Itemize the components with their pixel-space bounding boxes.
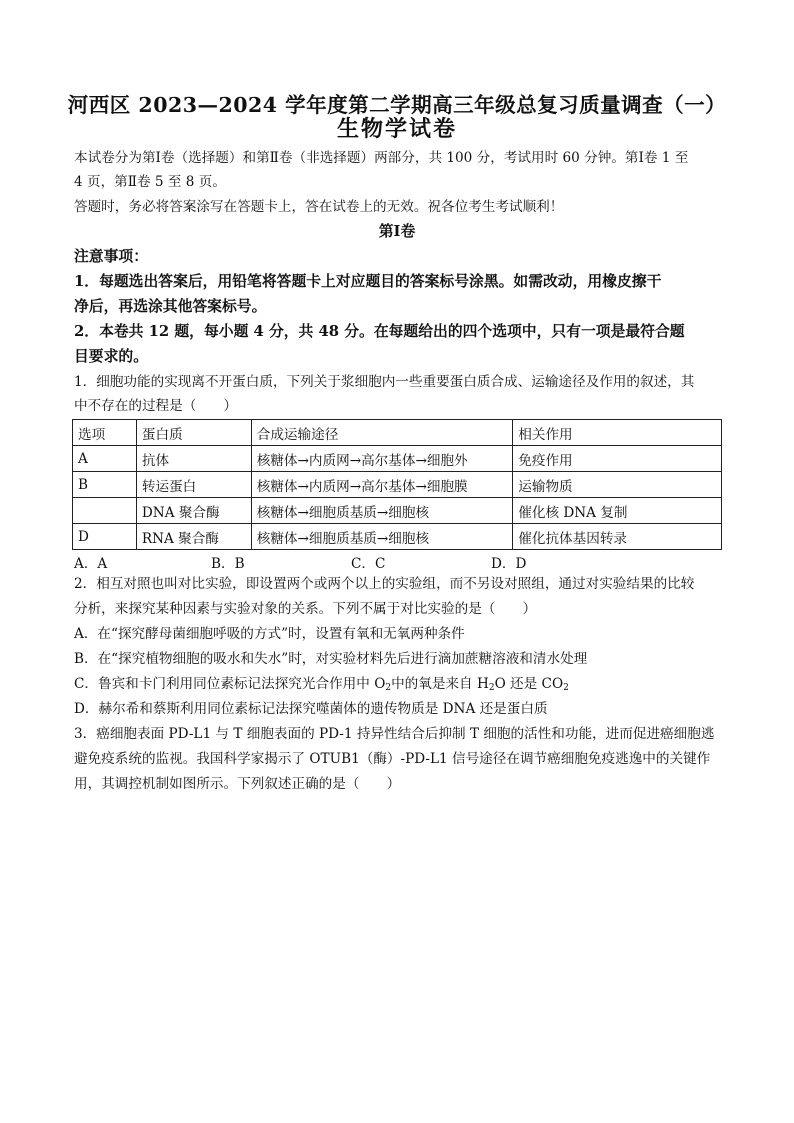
- table-cell: 转运蛋白: [136, 472, 251, 498]
- subscript: 2: [385, 683, 392, 693]
- table-cell: 核糖体→内质网→高尔基体→细胞外: [251, 446, 513, 472]
- intro-line-1: 本试卷分为第Ⅰ卷（选择题）和第Ⅱ卷（非选择题）两部分，共 100 分，考试用时 60 分钟。第Ⅰ卷 1 至: [74, 150, 689, 166]
- subscript: 2: [488, 683, 495, 693]
- table-cell: 核糖体→内质网→高尔基体→细胞膜: [251, 472, 513, 498]
- q2-option-d: D．赫尔希和蔡斯利用同位素标记法探究噬菌体的遗传物质是 DNA 还是蛋白质: [74, 701, 548, 717]
- q1-option-b: B．B: [211, 556, 245, 572]
- q1-table: [72, 419, 722, 550]
- notice-item-1-line-2: 净后，再选涂其他答案标号。: [74, 298, 267, 315]
- q3-stem-line-1: 3．癌细胞表面 PD-L1 与 T 细胞表面的 PD-1 持异性结合后抑制 T 细胞的活性和功能，进而促进癌细胞逃: [74, 726, 715, 742]
- table-row: [73, 498, 722, 524]
- exam-title: 河西区 2023—2024 学年度第二学期高三年级总复习质量调查（一）: [67, 93, 727, 117]
- q2-option-b: B．在“探究植物细胞的吸水和失水”时，对实验材料先后进行滴加蔗糖溶液和清水处理: [74, 651, 588, 667]
- table-cell: [73, 498, 137, 524]
- q2-option-c-text-3: O 还是 CO: [494, 676, 564, 692]
- notice-heading: 注意事项：: [74, 248, 148, 265]
- q3-stem-line-3: 用，其调控机制如图所示。下列叙述正确的是（ ）: [74, 776, 401, 792]
- q2-option-a: A．在“探究酵母菌细胞呼吸的方式”时，设置有氧和无氧两种条件: [74, 626, 465, 642]
- table-cell: 免疫作用: [513, 446, 722, 472]
- table-header-cell: 相关作用: [513, 420, 722, 446]
- q2-option-c-text-1: C．鲁宾和卡门利用同位素标记法探究光合作用中 O: [74, 676, 386, 692]
- table-cell: 核糖体→细胞质基质→细胞核: [251, 524, 513, 550]
- table-cell: 抗体: [136, 446, 251, 472]
- table-cell: A: [73, 446, 137, 472]
- section-title: 第Ⅰ卷: [378, 223, 416, 240]
- intro-line-3: 答题时，务必将答案涂写在答题卡上，答在试卷上的无效。祝各位考生考试顺利！: [74, 199, 564, 215]
- table-cell: DNA 聚合酶: [136, 498, 251, 524]
- q1-option-a: A．A: [74, 556, 108, 572]
- table-header-cell: 选项: [73, 420, 137, 446]
- table-cell: 运输物质: [513, 472, 722, 498]
- table-row: [73, 472, 722, 498]
- q1-option-c: C．C: [351, 556, 386, 572]
- q2-option-c-text-2: 中的氧是来自 H: [391, 676, 489, 692]
- table-header-row: [73, 420, 722, 446]
- table-row: [73, 524, 722, 550]
- q2-option-c: [74, 674, 722, 694]
- table-cell: B: [73, 472, 137, 498]
- notice-item-2-line-1: 2．本卷共 12 题，每小题 4 分，共 48 分。在每题给出的四个选项中，只有一项是最符合题: [74, 323, 685, 340]
- q3-stem-line-2: 避免疫系统的监视。我国科学家揭示了 OTUB1（酶）-PD-L1 信号途径在调节癌细胞免疫逃逸中的关键作: [74, 751, 711, 767]
- notice-item-1-line-1: 1．每题选出答案后，用铅笔将答题卡上对应题目的答案标号涂黑。如需改动，用橡皮擦干: [74, 273, 662, 290]
- table-header-cell: 蛋白质: [136, 420, 251, 446]
- subscript: 2: [563, 683, 569, 693]
- q1-stem-line-1: 1．细胞功能的实现离不开蛋白质，下列关于浆细胞内一些重要蛋白质合成、运输途径及作用的叙述，其: [74, 374, 695, 390]
- exam-subtitle: 生物学试卷: [336, 116, 457, 142]
- table-cell: D: [73, 524, 137, 550]
- table-cell: 催化核 DNA 复制: [513, 498, 722, 524]
- table-header-cell: 合成运输途径: [251, 420, 513, 446]
- notice-item-2-line-2: 目要求的。: [74, 348, 148, 365]
- q1-stem-line-2: 中不存在的过程是（ ）: [74, 398, 238, 414]
- intro-line-2: 4 页，第Ⅱ卷 5 至 8 页。: [74, 174, 226, 190]
- table-row: [73, 446, 722, 472]
- q2-stem-line-2: 分析，来探究某种因素与实验对象的关系。下列不属于对比实验的是（ ）: [74, 601, 537, 617]
- q2-stem-line-1: 2．相互对照也叫对比实验，即设置两个或两个以上的实验组，而不另设对照组，通过对实验结果的比较: [74, 576, 695, 592]
- table-cell: RNA 聚合酶: [136, 524, 251, 550]
- table-cell: 核糖体→细胞质基质→细胞核: [251, 498, 513, 524]
- table-cell: 催化抗体基因转录: [513, 524, 722, 550]
- q1-option-d: D．D: [491, 556, 527, 572]
